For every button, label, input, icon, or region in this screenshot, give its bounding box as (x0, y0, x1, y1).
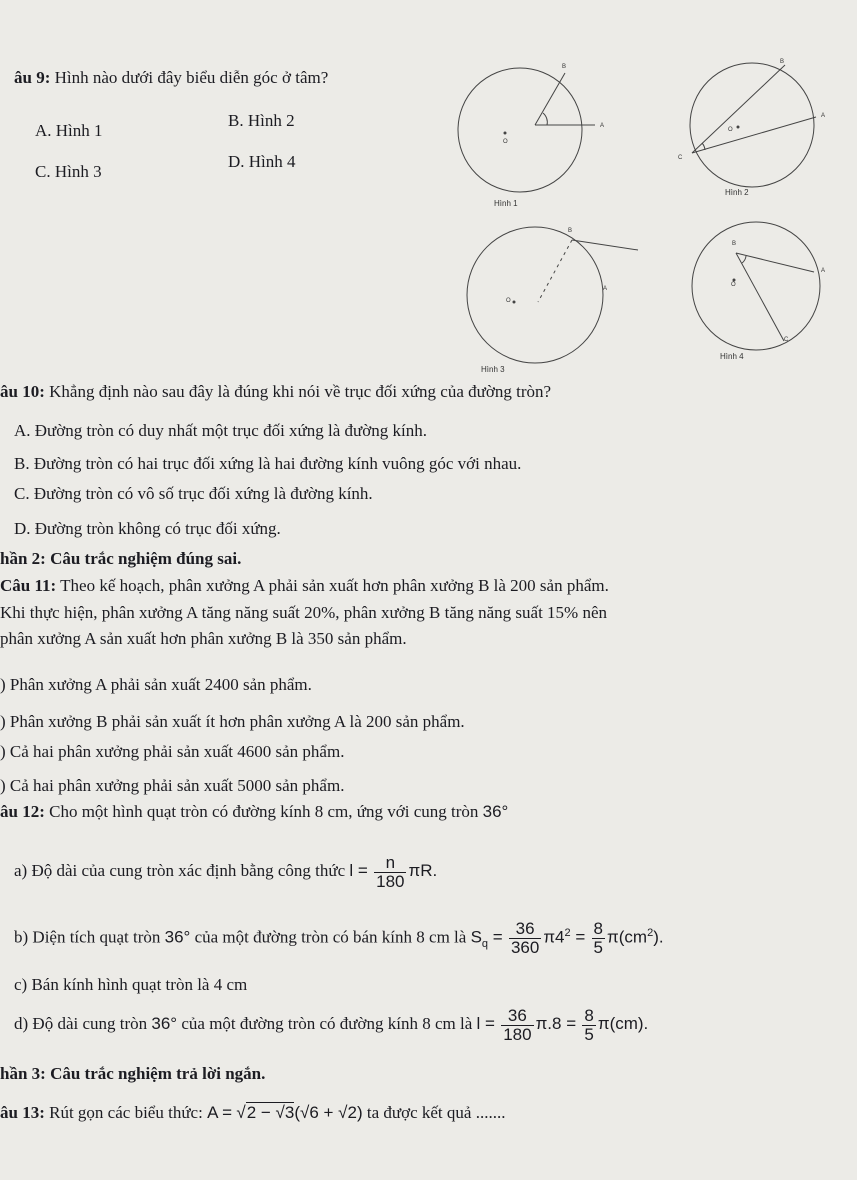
fig2-point-a: A (821, 113, 826, 119)
q12-b-den2: 5 (593, 938, 603, 958)
q9-option-c: C. Hình 3 (35, 162, 102, 181)
q9-option-a: A. Hình 1 (35, 121, 103, 140)
q12-c: c) Bán kính hình quạt tròn là 4 cm (14, 975, 248, 994)
q11-number: Câu 11: (0, 576, 57, 595)
q13-number: âu 13: (0, 1103, 45, 1122)
q11-item-c: ) Cả hai phân xưởng phải sản xuất 4600 sản phẩm. (0, 742, 345, 761)
q12-a-num: n (374, 854, 406, 873)
q12-b-fraction-1 (509, 920, 541, 957)
q12-a-text: a) Độ dài của cung tròn xác định bằng công thức (14, 861, 350, 880)
fig4-point-c: C (784, 337, 789, 343)
q10-title (0, 382, 551, 402)
part2-heading: hần 2: Câu trắc nghiệm đúng sai. (0, 549, 242, 568)
figure-2 (670, 55, 845, 205)
q12-d-den1: 180 (503, 1024, 532, 1044)
q11-line1 (0, 576, 609, 596)
q13-text: Rút gọn các biểu thức: (44, 1103, 208, 1122)
q11-text1: Theo kế hoạch, phân xưởng A phải sản xuất hơn phân xưởng B là 200 sản phẩm. (56, 576, 609, 595)
q12-d-text: d) Độ dài cung tròn (14, 1014, 152, 1033)
q12-b-eq2: = (570, 927, 586, 947)
fig3-point-b: B (568, 228, 573, 234)
part3-heading: hần 3: Câu trắc nghiệm trả lời ngắn. (0, 1064, 266, 1083)
q12-b-end: π(cm (607, 927, 648, 947)
q9-number: âu 9: (14, 68, 51, 87)
q12-d-fraction-1 (501, 1007, 533, 1044)
q12-number: âu 12: (0, 802, 45, 821)
q9-title (14, 68, 328, 88)
q12-a-fraction (374, 854, 406, 891)
q12-b-fraction-2 (592, 920, 605, 957)
q11-line3: phân xưởng A sản xuất hơn phân xưởng B là 350 sản phẩm. (0, 629, 407, 648)
q12-d-fraction-2 (582, 1007, 595, 1044)
q10-option-d: D. Đường tròn không có trục đối xứng. (14, 519, 281, 538)
q12-d-num2: 8 (584, 1005, 594, 1025)
q12-a-lhs: l = (349, 861, 368, 880)
q12-title (0, 802, 508, 822)
q13-tail: ta được kết quả ....... (362, 1103, 506, 1122)
fig1-point-b: B (562, 64, 567, 70)
fig4-caption: Hình 4 (720, 352, 744, 361)
q11-item-d: ) Cả hai phân xưởng phải sản xuất 5000 sản phẩm. (0, 776, 345, 795)
q12-b-end2: ). (653, 927, 664, 947)
q12-b-angle: 36° (164, 927, 191, 947)
fig2-point-c: C (678, 155, 683, 161)
q13-paren: (√6 + √2) (294, 1103, 363, 1122)
q13-sqrt: √2 − √3 (236, 1103, 295, 1122)
q12-b-num1: 36 (509, 920, 541, 939)
fig2-point-o: O (728, 127, 733, 133)
fig1-point-a: A (600, 123, 605, 129)
fig3-point-a: A (603, 286, 608, 292)
q13-line (0, 1103, 505, 1123)
q12-d-lhs: l = (476, 1014, 495, 1033)
q9-text: Hình nào dưới đây biểu diễn góc ở tâm? (50, 68, 329, 87)
q12-d-den2: 5 (584, 1024, 594, 1044)
q12-a (14, 852, 437, 891)
q11-line2: Khi thực hiện, phân xưởng A tăng năng suất 20%, phân xưởng B tăng năng suất 15% nên (0, 603, 608, 622)
q12-b-sub: q (481, 938, 489, 951)
q12-a-rhs: πR. (408, 861, 438, 880)
q12-b-lhs: S (470, 927, 482, 947)
q10-option-a: A. Đường tròn có duy nhất một trục đối xứng là đường kính. (14, 421, 427, 440)
q10-text: Khẳng định nào sau đây là đúng khi nói về trục đối xứng của đường tròn? (44, 382, 552, 401)
q12-b (14, 914, 664, 963)
q12-d (14, 1005, 648, 1044)
q12-d-angle: 36° (151, 1014, 178, 1033)
q12-b-text2: của một đường tròn có bán kính 8 cm là (190, 927, 471, 947)
fig1-point-o: O (503, 139, 508, 145)
q12-d-num1: 36 (501, 1007, 533, 1026)
q12-b-end-sup: 2 (647, 927, 654, 939)
q12-angle: 36° (482, 802, 509, 821)
fig2-point-b: B (780, 59, 785, 65)
fig4-point-o: O (731, 282, 736, 288)
q12-b-eq: = (488, 927, 503, 947)
fig3-caption: Hình 3 (481, 365, 505, 374)
q12-b-text: b) Diện tích quạt tròn (14, 927, 165, 947)
q12-d-end: π(cm). (597, 1014, 649, 1033)
fig3-point-o: O (506, 298, 511, 304)
q12-b-mid: π4 (543, 927, 565, 947)
fig1-caption: Hình 1 (494, 199, 518, 208)
q12-b-num2: 8 (593, 919, 603, 939)
q10-option-b: B. Đường tròn có hai trục đối xứng là hai đường kính vuông góc với nhau. (14, 454, 522, 473)
q11-item-b: ) Phân xưởng B phải sản xuất ít hơn phân xưởng A là 200 sản phẩm. (0, 712, 465, 731)
q12-d-text2: của một đường tròn có đường kính 8 cm là (177, 1014, 477, 1033)
q9-option-b: B. Hình 2 (228, 111, 295, 130)
figure-4 (676, 218, 851, 368)
q10-option-c: C. Đường tròn có vô số trục đối xứng là đường kính. (14, 484, 373, 503)
q12-text: Cho một hình quạt tròn có đường kính 8 cm, ứng với cung tròn (44, 802, 483, 821)
q12-b-den1: 360 (510, 938, 540, 958)
q12-b-sup: 2 (564, 927, 571, 939)
q12-a-den: 180 (376, 871, 405, 891)
q13-sqrt-inner: 2 − √3 (246, 1103, 295, 1122)
fig4-point-a: A (821, 268, 826, 274)
q10-number: âu 10: (0, 382, 45, 401)
q9-option-d: D. Hình 4 (228, 152, 296, 171)
figure-1 (450, 55, 625, 215)
fig4-point-b: B (732, 241, 737, 247)
fig2-caption: Hình 2 (725, 188, 749, 197)
q13-expr-a: A = (207, 1103, 233, 1122)
figure-3 (460, 220, 645, 380)
q11-item-a: ) Phân xưởng A phải sản xuất 2400 sản phẩm. (0, 675, 312, 694)
q12-d-mid: π.8 = (535, 1014, 577, 1033)
